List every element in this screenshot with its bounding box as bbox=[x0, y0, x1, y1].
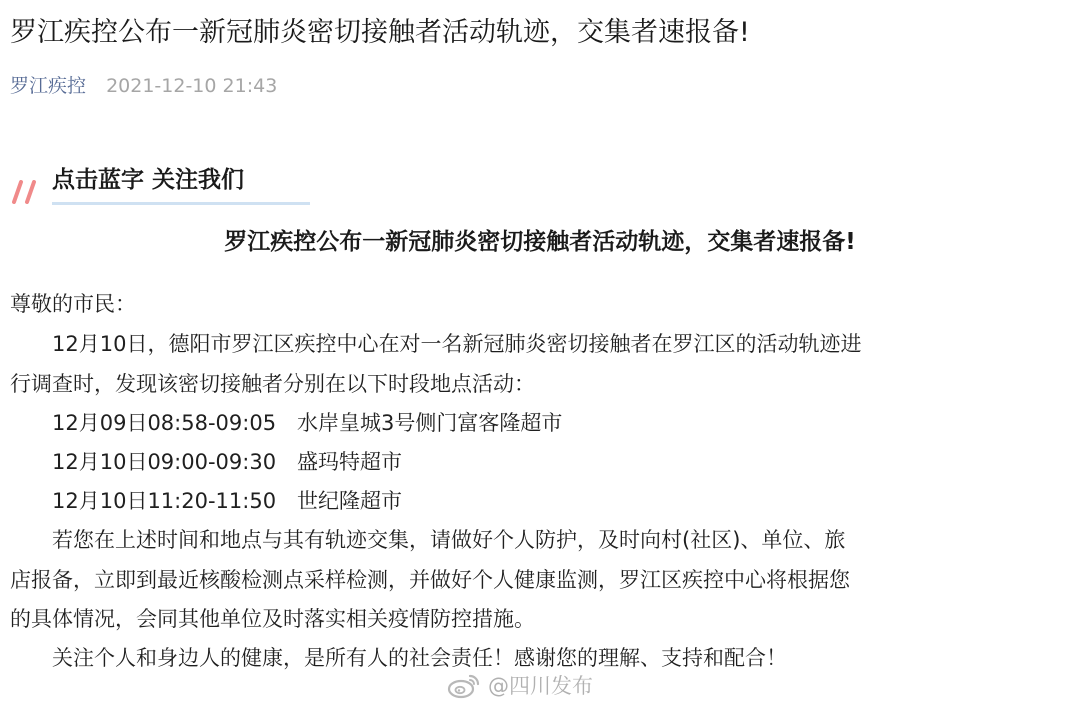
content-heading: 罗江疾控公布一新冠肺炎密切接触者活动轨迹，交集者速报备! bbox=[224, 229, 856, 255]
follow-underline bbox=[52, 202, 310, 205]
weibo-watermark bbox=[446, 668, 593, 702]
trajectory-item: 12月09日08:58-09:05 水岸皇城3号侧门富客隆超市 bbox=[10, 411, 563, 435]
article-meta bbox=[10, 72, 277, 100]
body-line: 行调查时，发现该密切接触者分别在以下时段地点活动： bbox=[10, 372, 535, 396]
publish-time: 2021-12-10 21:43 bbox=[106, 75, 278, 97]
account-name-link[interactable]: 罗江疾控 bbox=[10, 75, 87, 97]
trajectory-item: 12月10日11:20-11:50 世纪隆超市 bbox=[10, 489, 403, 513]
article-title: 罗江疾控公布一新冠肺炎密切接触者活动轨迹，交集者速报备! bbox=[10, 17, 750, 48]
body-line: 店报备，立即到最近核酸检测点采样检测，并做好个人健康监测，罗江区疾控中心将根据您 bbox=[10, 568, 850, 592]
watermark-text: @四川发布 bbox=[488, 674, 593, 698]
body-line: 若您在上述时间和地点与其有轨迹交集，请做好个人防护，及时向村(社区)、单位、旅 bbox=[10, 528, 846, 552]
weibo-icon bbox=[446, 670, 482, 700]
closing-line: 关注个人和身边人的健康，是所有人的社会责任！感谢您的理解、支持和配合！ bbox=[10, 646, 787, 670]
body-line: 12月10日，德阳市罗江区疾控中心在对一名新冠肺炎密切接触者在罗江区的活动轨迹进 bbox=[10, 332, 862, 356]
salutation: 尊敬的市民： bbox=[10, 292, 136, 316]
trajectory-item: 12月10日09:00-09:30 盛玛特超市 bbox=[10, 450, 403, 474]
double-slash-icon bbox=[12, 180, 42, 204]
body-line: 的具体情况，会同其他单位及时落实相关疫情防控措施。 bbox=[10, 607, 535, 631]
follow-us-text[interactable]: 点击蓝字 关注我们 bbox=[52, 167, 245, 193]
